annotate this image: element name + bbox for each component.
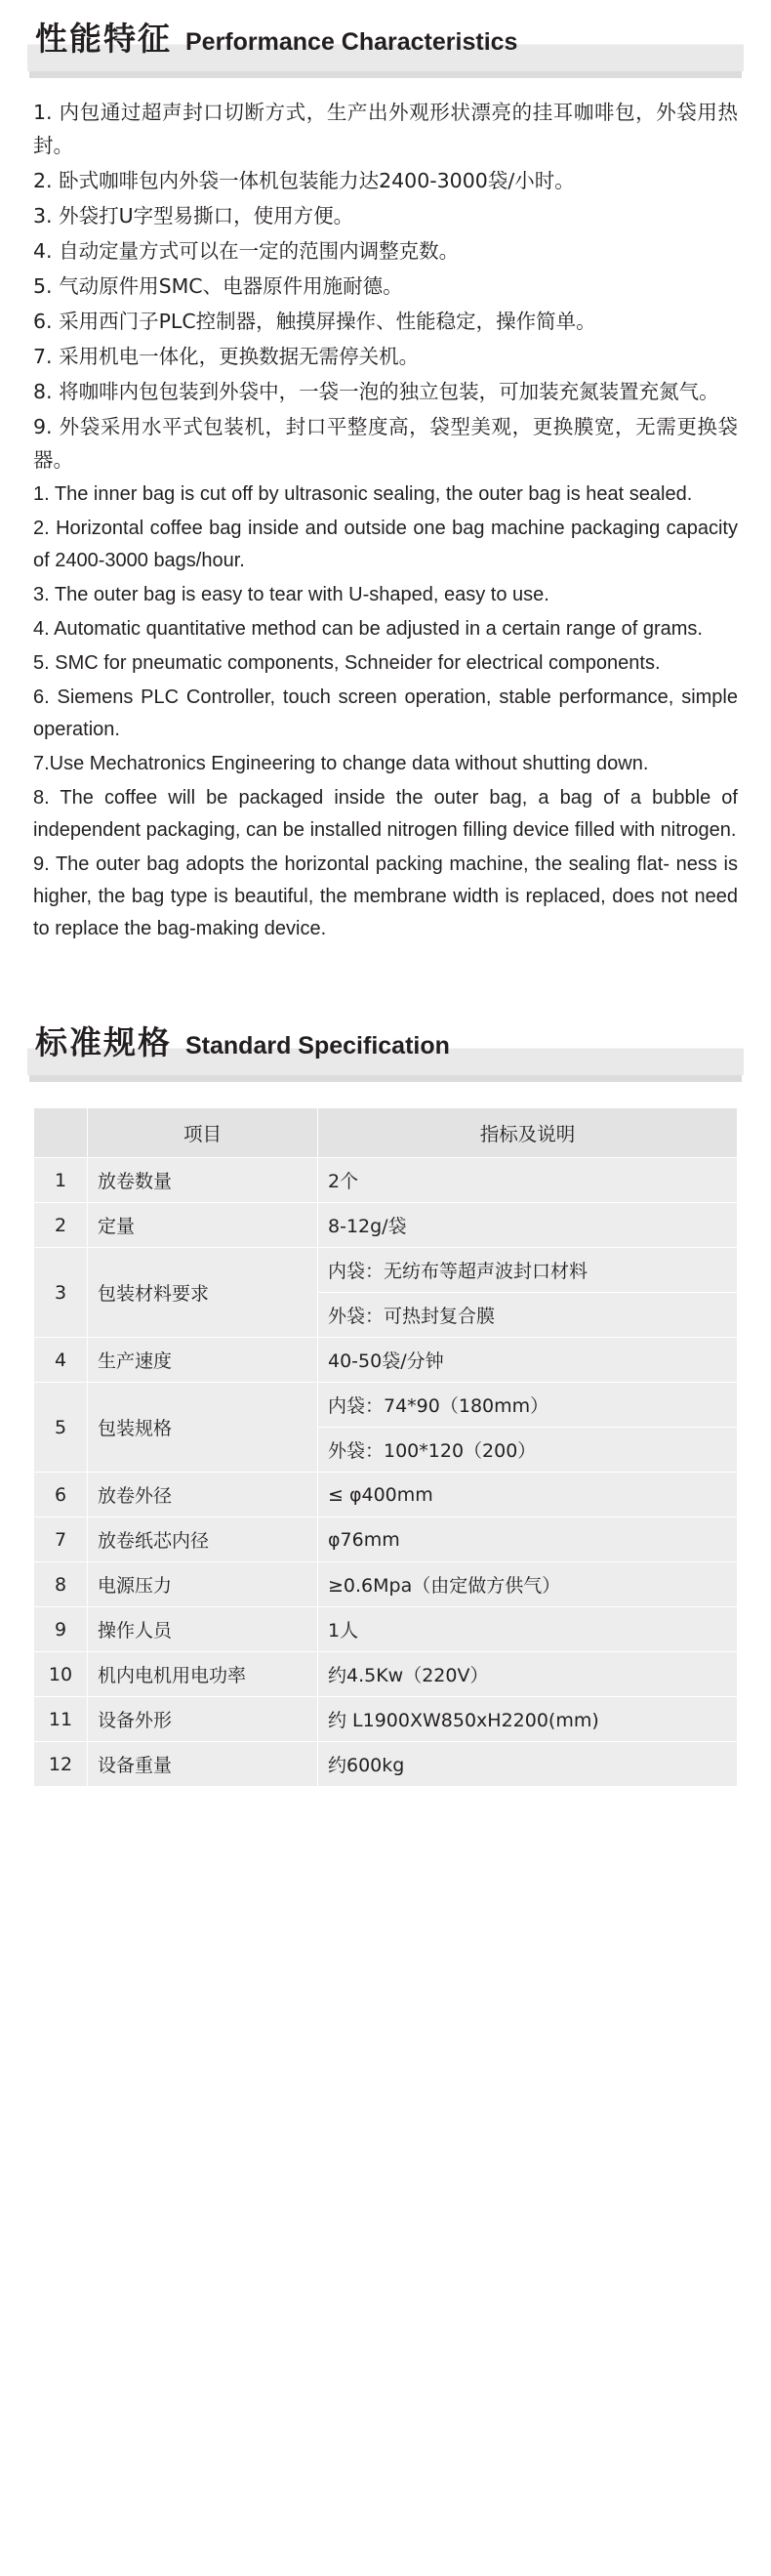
- bottom-gap: [0, 1787, 771, 1812]
- row-number: 4: [34, 1338, 88, 1383]
- table-row: [34, 1473, 738, 1517]
- section-heading-rule-wrap: [27, 71, 744, 78]
- performance-en-item: 3. The outer bag is easy to tear with U-shaped, easy to use.: [33, 584, 549, 605]
- performance-en-item: 1. The inner bag is cut off by ultrasonic sealing, the outer bag is heat sealed.: [33, 483, 693, 505]
- performance-cn-item: 3. 外袋打U字型易撕口，使用方便。: [33, 204, 354, 228]
- row-value: 内袋：74*90（180mm）: [318, 1383, 738, 1428]
- row-item: 包装材料要求: [88, 1248, 318, 1338]
- row-item: 定量: [88, 1203, 318, 1248]
- row-number: 1: [34, 1158, 88, 1203]
- section-heading-standard: [27, 1004, 744, 1075]
- table-row: [34, 1607, 738, 1652]
- table-row: [34, 1248, 738, 1293]
- performance-en-item: 9. The outer bag adopts the horizontal packing machine, the sealing flat- ness is higher, the bag type is beautiful, the membrane width is replaced, does not need to replace the bag-making device.: [33, 853, 738, 939]
- row-value: φ76mm: [318, 1517, 738, 1562]
- row-number: 8: [34, 1562, 88, 1607]
- table-row: [34, 1158, 738, 1203]
- row-number: 11: [34, 1697, 88, 1742]
- row-number: 5: [34, 1383, 88, 1473]
- row-item: 电源压力: [88, 1562, 318, 1607]
- table-row: [34, 1652, 738, 1697]
- section-heading-en: Performance Characteristics: [185, 28, 518, 56]
- row-value: 约600kg: [318, 1742, 738, 1787]
- table-row: [34, 1742, 738, 1787]
- row-value: 外袋：100*120（200）: [318, 1428, 738, 1473]
- row-number: 10: [34, 1652, 88, 1697]
- row-item: 设备重量: [88, 1742, 318, 1787]
- performance-en-item: 6. Siemens PLC Controller, touch screen operation, stable performance, simple operation.: [33, 686, 738, 740]
- row-value: 约 L1900XW850xH2200(mm): [318, 1697, 738, 1742]
- performance-cn-item: 7. 采用机电一体化，更换数据无需停关机。: [33, 345, 420, 368]
- performance-cn-item: 1. 内包通过超声封口切断方式，生产出外观形状漂亮的挂耳咖啡包，外袋用热封。: [33, 101, 738, 157]
- table-header-cell: [34, 1108, 88, 1158]
- performance-cn-item: 9. 外袋采用水平式包装机，封口平整度高，袋型美观，更换膜宽，无需更换袋器。: [33, 415, 738, 472]
- section-heading-rule-wrap: [27, 1075, 744, 1082]
- performance-cn-item: 8. 将咖啡内包包装到外袋中，一袋一泡的独立包装，可加装充氮装置充氮气。: [33, 380, 719, 403]
- heading-rule: [29, 71, 742, 78]
- row-number: 9: [34, 1607, 88, 1652]
- table-row: [34, 1517, 738, 1562]
- row-number: 12: [34, 1742, 88, 1787]
- section-heading-cn: 性能特征: [35, 20, 172, 58]
- performance-en-item: 2. Horizontal coffee bag inside and outside one bag machine packaging capacity of 2400-3000 bags/hour.: [33, 518, 738, 571]
- row-number: 7: [34, 1517, 88, 1562]
- table-row: [34, 1562, 738, 1607]
- performance-en-item: 4. Automatic quantitative method can be adjusted in a certain range of grams.: [33, 618, 703, 640]
- row-value: ≤ φ400mm: [318, 1473, 738, 1517]
- section-heading-cn: 标准规格: [35, 1023, 172, 1061]
- row-value: 1人: [318, 1607, 738, 1652]
- row-value: 约4.5Kw（220V）: [318, 1652, 738, 1697]
- performance-en-item: 8. The coffee will be packaged inside the outer bag, a bag of a bubble of independent packaging, can be installed nitrogen filling device filled with nitrogen.: [33, 787, 738, 841]
- row-value: ≥0.6Mpa（由定做方供气）: [318, 1562, 738, 1607]
- row-value: 40-50袋/分钟: [318, 1338, 738, 1383]
- row-number: 6: [34, 1473, 88, 1517]
- table-header-cell: 指标及说明: [318, 1108, 738, 1158]
- performance-cn-item: 5. 气动原件用SMC、电器原件用施耐德。: [33, 274, 403, 298]
- section-gap: [0, 947, 771, 1004]
- section-heading-en: Standard Specification: [185, 1032, 450, 1059]
- heading-rule: [29, 1075, 742, 1082]
- performance-content: [33, 78, 738, 945]
- table-header-row: [34, 1108, 738, 1158]
- performance-en-item: 7.Use Mechatronics Engineering to change data without shutting down.: [33, 753, 649, 774]
- row-item: 设备外形: [88, 1697, 318, 1742]
- row-item: 包装规格: [88, 1383, 318, 1473]
- performance-cn-item: 2. 卧式咖啡包内外袋一体机包装能力达2400-3000袋/小时。: [33, 169, 575, 192]
- spec-table: [33, 1107, 738, 1787]
- spec-table-wrap: [33, 1107, 738, 1787]
- row-value: 外袋：可热封复合膜: [318, 1293, 738, 1338]
- row-value: 2个: [318, 1158, 738, 1203]
- table-row: [34, 1338, 738, 1383]
- row-number: 3: [34, 1248, 88, 1338]
- row-value: 8-12g/袋: [318, 1203, 738, 1248]
- row-item: 机内电机用电功率: [88, 1652, 318, 1697]
- row-item: 生产速度: [88, 1338, 318, 1383]
- row-number: 2: [34, 1203, 88, 1248]
- row-item: 放卷数量: [88, 1158, 318, 1203]
- table-row: [34, 1203, 738, 1248]
- row-value: 内袋：无纺布等超声波封口材料: [318, 1248, 738, 1293]
- row-item: 操作人员: [88, 1607, 318, 1652]
- performance-cn-item: 4. 自动定量方式可以在一定的范围内调整克数。: [33, 239, 460, 263]
- table-row: [34, 1383, 738, 1428]
- row-item: 放卷外径: [88, 1473, 318, 1517]
- row-item: 放卷纸芯内径: [88, 1517, 318, 1562]
- table-header-cell: 项目: [88, 1108, 318, 1158]
- performance-en-item: 5. SMC for pneumatic components, Schneider for electrical components.: [33, 652, 661, 674]
- section-heading-performance: [27, 0, 744, 71]
- performance-cn-item: 6. 采用西门子PLC控制器，触摸屏操作、性能稳定，操作简单。: [33, 310, 596, 333]
- table-row: [34, 1697, 738, 1742]
